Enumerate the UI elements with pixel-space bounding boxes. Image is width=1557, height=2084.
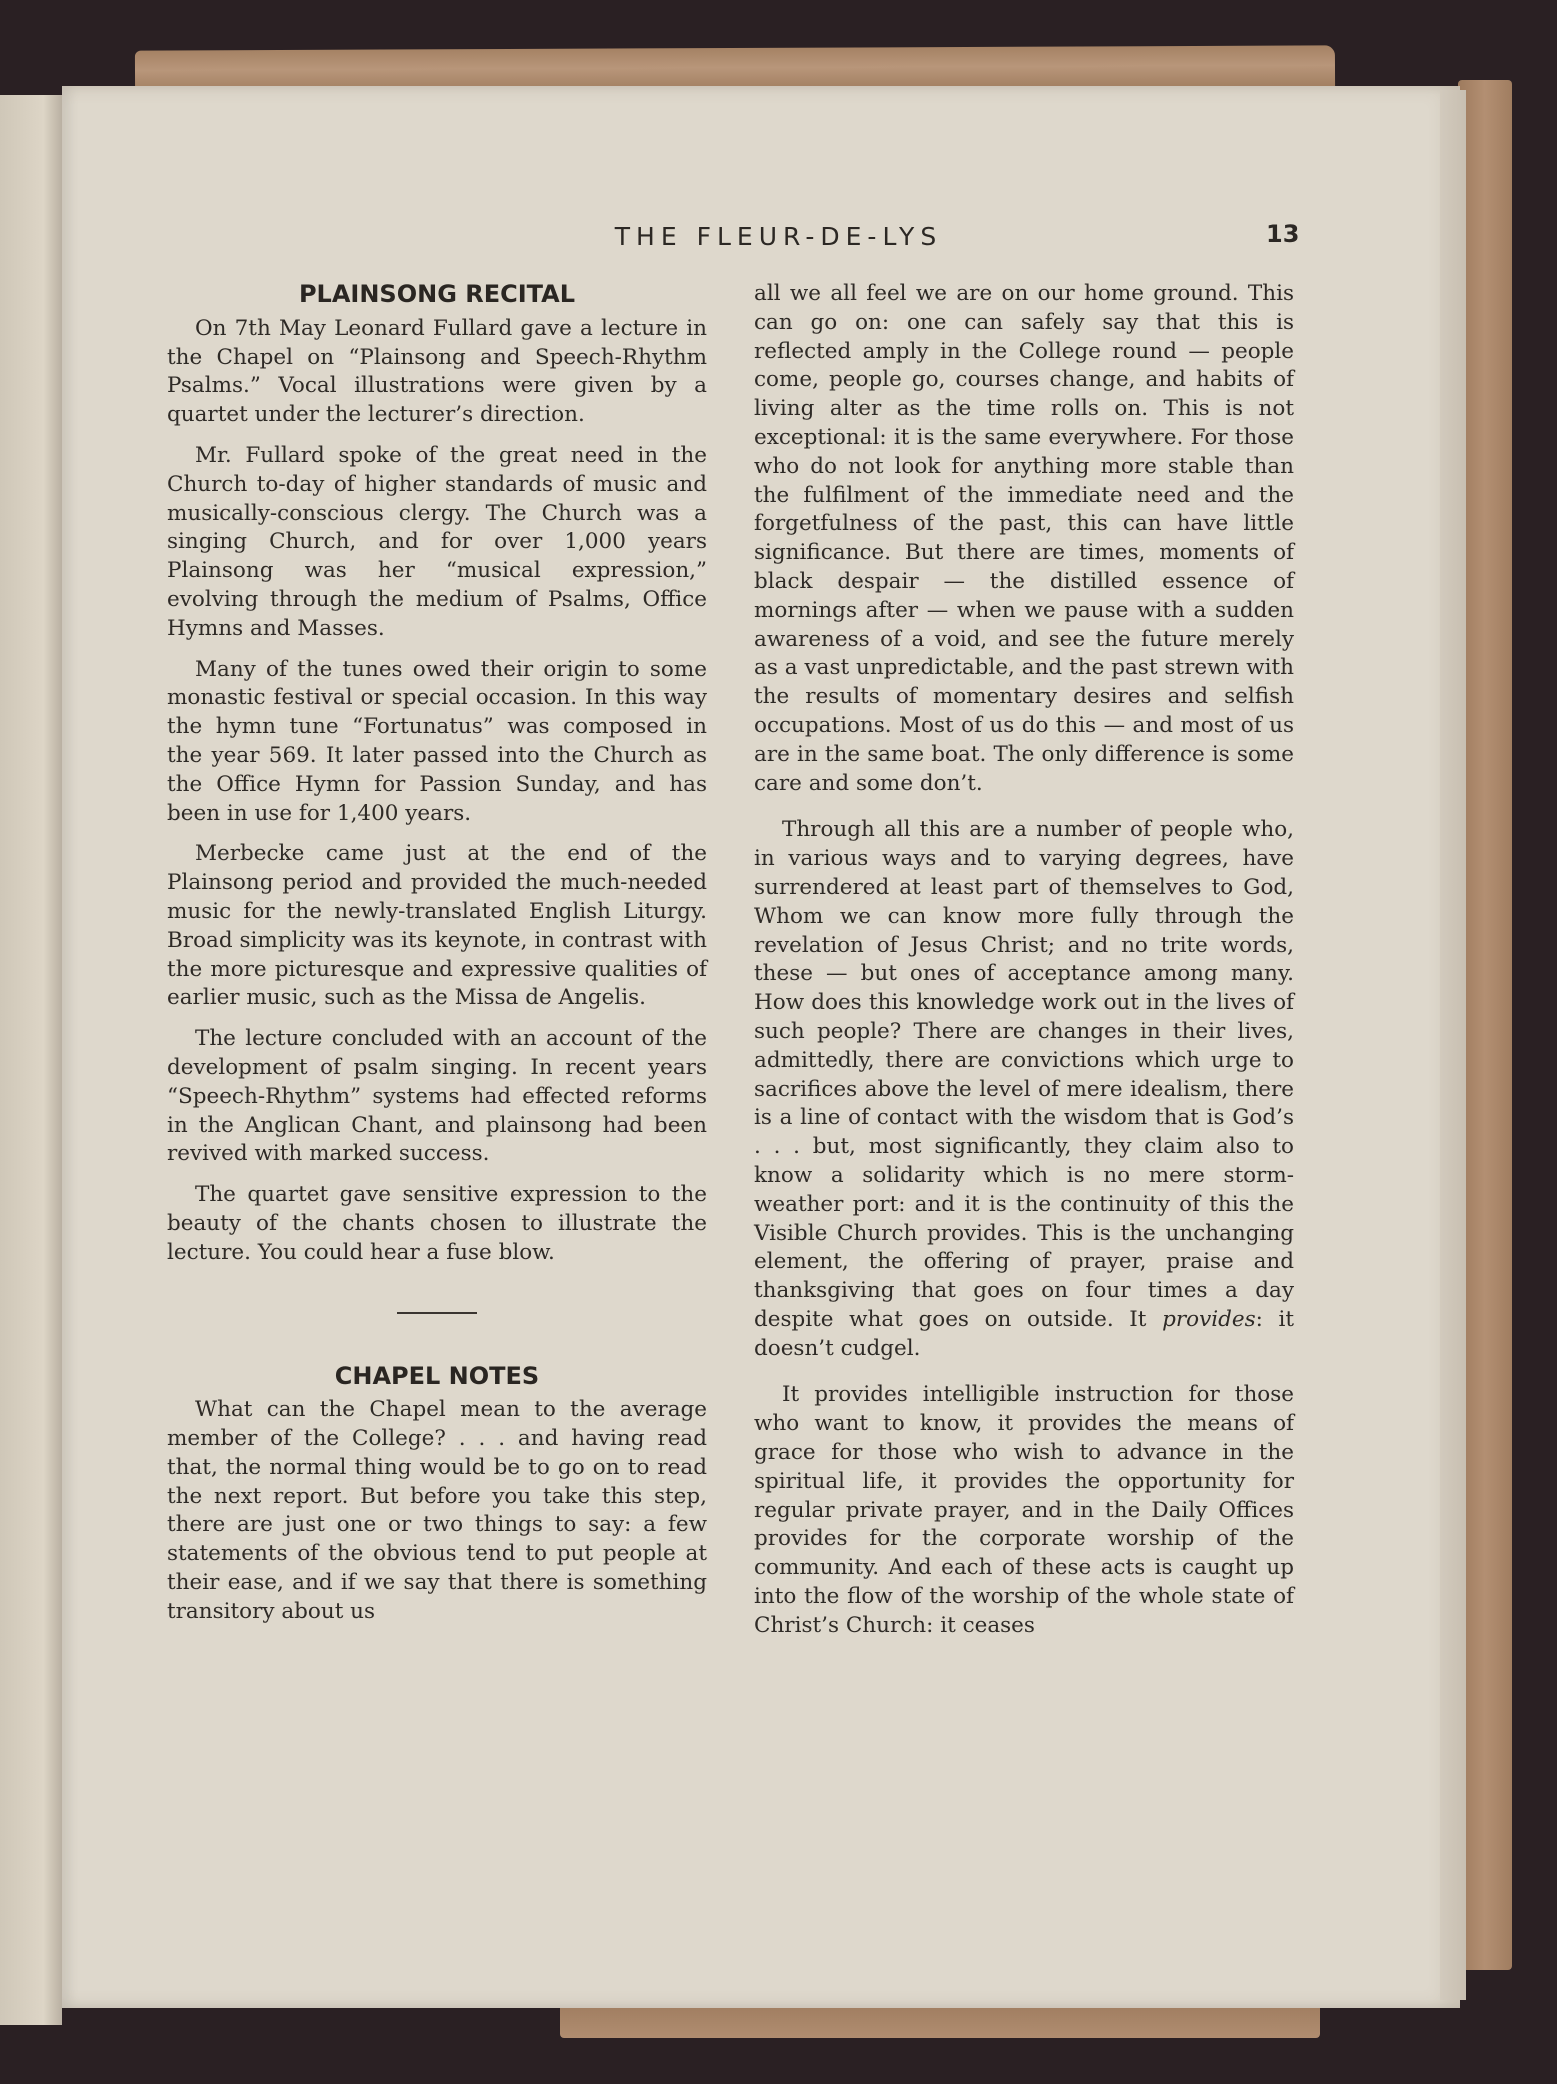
chapel-continuation: all we all feel we are on our home ground. This can go on: one can safely say that this is reflected amply in the College round — people come, people go, courses change, and habits of living alter as the time rolls on. This is not exceptional: it is the same everywhere. For those who do not look for anything more stable than the fulfilment of the immediate need and the forgetfulness of the past, this can have little significance. But there are times, moments of black despair — the distilled essence of mornings after — when we pause with a sudden awareness of a void, and see the future merely as a vast unpredictable, and the past strewn with the results of momentary desires and selfish occupations. Most of us do this — and most of us are in the same boat. The only difference is some care and some don’t. bbox=[754, 281, 1294, 796]
plainsong-paragraph-3: Many of the tunes owed their origin to some monastic festival or special occasion. In this way the hymn tune “Fortunatus” was composed in the year 569. It later passed into the Church as the Office Hymn for Passion Sunday, and has been in use for 1,400 years. bbox=[167, 656, 707, 826]
running-head: THE FLEUR-DE-LYS bbox=[614, 222, 943, 251]
plainsong-paragraph-1: On 7th May Leonard Fullard gave a lecture in the Chapel on “Plainsong and Speech-Rhythm Psalms.” Vocal illustrations were given by a quartet under the lecturer’s direction. bbox=[167, 315, 707, 428]
chapel-paragraph-3: It provides intelligible instruction for those who want to know, it provides the means of grace for those who wish to advance in the spiritual life, it provides the opportunity for regular private prayer, and in the Daily Offices provides for the corporate worship of the community. And each of these acts is caught up into the flow of the worship of the whole state of Christ’s Church: it ceases bbox=[754, 1382, 1294, 1638]
left-column bbox=[167, 280, 707, 1639]
plainsong-paragraph-4: Merbecke came just at the end of the Plainsong period and provided the much-needed music for the newly-translated English Liturgy. Broad simplicity was its keynote, in contrast with the more picturesque and expressive qualities of earlier music, such as the Missa de Angelis. bbox=[167, 841, 707, 1011]
previous-page-edge bbox=[0, 95, 62, 2025]
chapel-paragraph-1: What can the Chapel mean to the average member of the College? . . . and having read that, the normal thing would be to go on to read the next report. But before you take this step, there are just one or two things to say: a few statements of the obvious tend to put people at their ease, and if we say that there is something transitory about us bbox=[167, 1397, 707, 1624]
plainsong-paragraph-6: The quartet gave sensitive expression to the beauty of the chants chosen to illustrate the lecture. You could hear a fuse blow. bbox=[167, 1182, 707, 1265]
binding-tape-right bbox=[1458, 80, 1512, 1970]
chapel-paragraph-2-text: Through all this are a number of people who, in various ways and to varying degrees, have surrendered at least part of themselves to God, Whom we can know more fully through the revelation of Jesus Christ; and no trite words, these — but ones of acceptance among many. How does this knowledge work out in the lives of such people? There are changes in their lives, admittedly, there are convictions which urge to sacrifices above the level of mere idealism, there is a line of contact with the wisdom that is God’s . . . but, most significantly, they claim also to know a solidarity which is no mere storm-weather port: and it is the continuity of this the Visible Church provides. This is the unchanging element, the offering of prayer, praise and thanksgiving that goes on four times a day despite what goes on outside. It bbox=[754, 817, 1294, 1332]
chapel-paragraph-2-end: : it doesn’t cudgel. bbox=[754, 1306, 1294, 1361]
plainsong-heading: PLAINSONG RECITAL bbox=[298, 280, 576, 308]
chapel-paragraph-2 bbox=[754, 816, 1294, 1363]
section-divider bbox=[397, 1312, 477, 1314]
plainsong-paragraph-5: The lecture concluded with an account of the development of psalm singing. In recent years “Speech-Rhythm” systems had effected reforms in the Anglican Chant, and plainsong had been revived with marked success. bbox=[167, 1026, 707, 1167]
chapel-heading: CHAPEL NOTES bbox=[334, 1361, 540, 1390]
page-number: 13 bbox=[1266, 220, 1300, 248]
plainsong-paragraph-2: Mr. Fullard spoke of the great need in the Church to-day of higher standards of music and musically-conscious clergy. The Church was a singing Church, and for over 1,000 years Plainsong was her “musical expression,” evolving through the medium of Psalms, Office Hymns and Masses. bbox=[167, 442, 707, 641]
page-edge-right bbox=[1440, 90, 1466, 2000]
emphasis-provides: provides bbox=[1162, 1306, 1256, 1332]
right-column bbox=[754, 280, 1294, 1653]
